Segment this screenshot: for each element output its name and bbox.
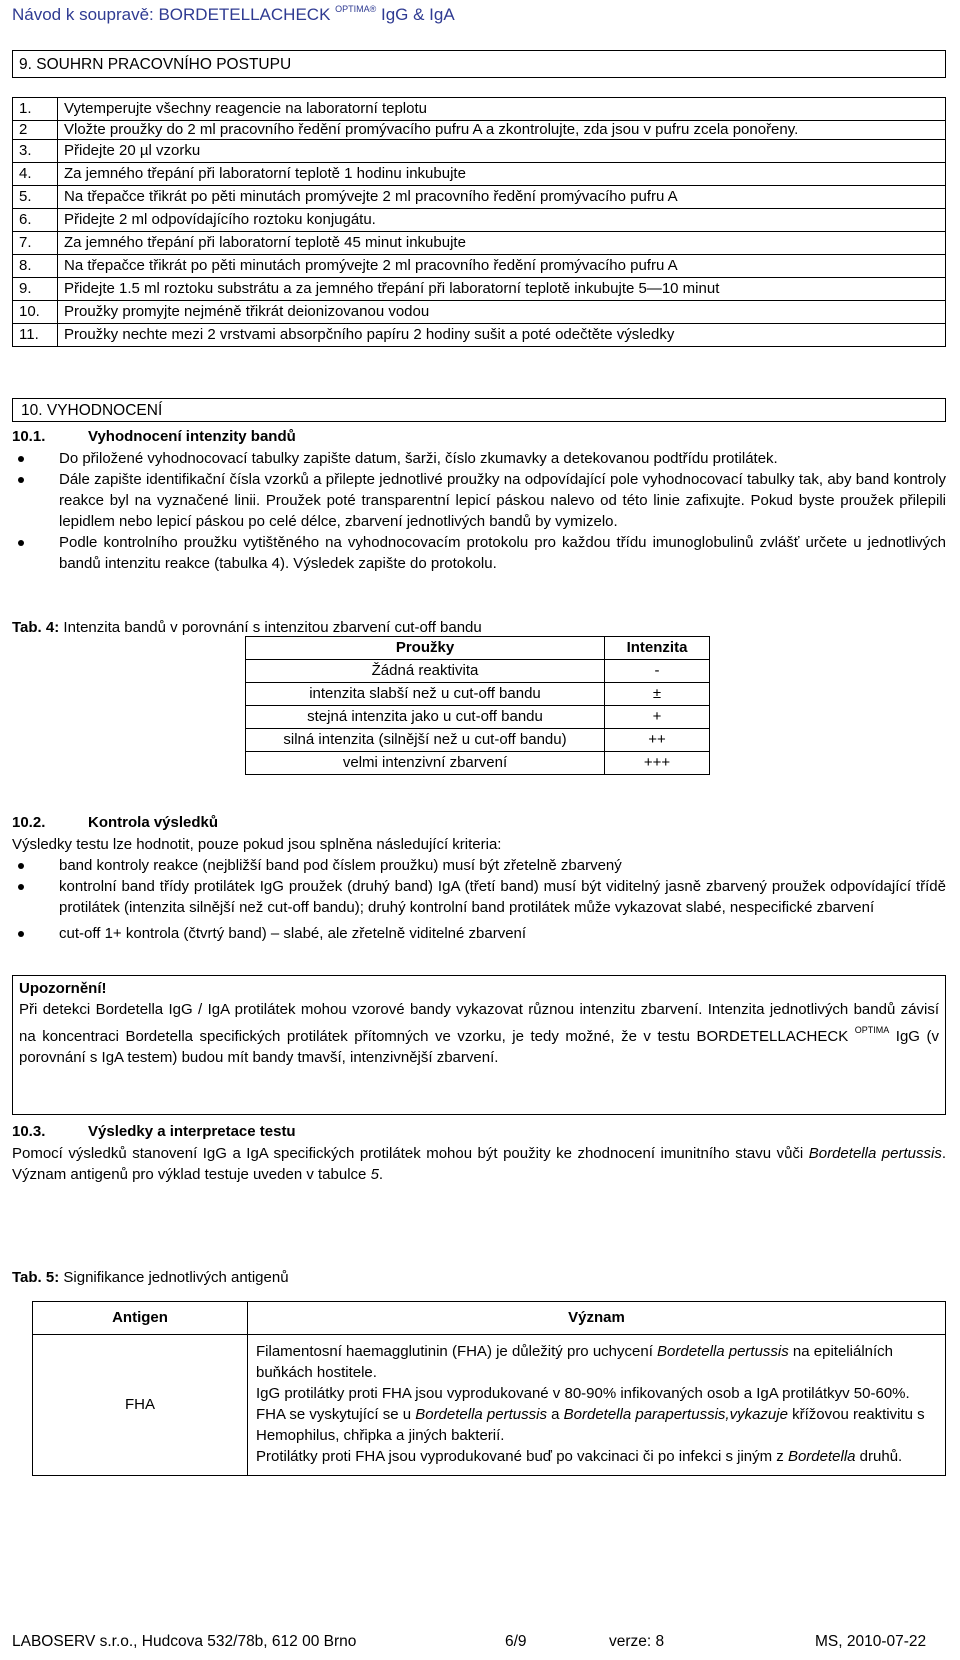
table-header: Význam bbox=[248, 1302, 946, 1335]
table-5-caption: Tab. 5: Signifikance jednotlivých antigenů bbox=[12, 1269, 289, 1286]
step-text: Vložte proužky do 2 ml pracovního ředění promývacího pufru A a zkontrolujte, zda jsou v pufru zcela ponořeny. bbox=[58, 121, 946, 140]
list-item: Do přiložené vyhodnocovací tabulky zapište datum, šarži, číslo zkumavky a detekovanou podtřídu protilátek. bbox=[12, 448, 946, 469]
step-text: Proužky nechte mezi 2 vrstvami absorpčního papíru 2 hodiny sušit a poté odečtěte výsledky bbox=[58, 324, 946, 347]
antigen-significance-table bbox=[32, 1301, 946, 1476]
table-header: Proužky bbox=[246, 637, 605, 660]
evaluation-bullets bbox=[12, 448, 946, 574]
table-row bbox=[13, 163, 946, 186]
step-number: 1. bbox=[13, 98, 58, 121]
subsection-10-2-heading: 10.2. Kontrola výsledků bbox=[12, 814, 219, 831]
significance-cell: Filamentosní haemagglutinin (FHA) je důležitý pro uchycení Bordetella pertussis na epiteliálních buňkách hostitele. IgG protilátky proti FHA jsou vyprodukované v 80-90% infikovaných osob a IgA protilátkyv 50-60%. FHA se vyskytující se u Bordetella pertussis a Bordetella parapertussis,vykazuje křížovou reaktivitu s Hemophilus, chřipka a jiných bakterií. Protilátky proti FHA jsou vyprodukované buď po vakcinaci či po infekci s jiným z Bordetella druhů. bbox=[248, 1335, 946, 1476]
results-control-bullets bbox=[12, 855, 946, 944]
step-number: 2 bbox=[13, 121, 58, 140]
table-row bbox=[246, 683, 710, 706]
table-row bbox=[246, 660, 710, 683]
bullet-icon bbox=[18, 540, 24, 546]
procedure-steps-table bbox=[12, 97, 946, 347]
intensity-cell: ++ bbox=[605, 729, 710, 752]
intensity-cell: +++ bbox=[605, 752, 710, 775]
step-text: Přidejte 20 µl vzorku bbox=[58, 140, 946, 163]
table-row bbox=[246, 706, 710, 729]
footer-company: LABOSERV s.r.o., Hudcova 532/78b, 612 00 Brno bbox=[12, 1633, 357, 1650]
step-text: Na třepačce třikrát po pěti minutách promývejte 2 ml pracovního ředění promývacího pufru A bbox=[58, 186, 946, 209]
list-item: band kontroly reakce (nejbližší band pod číslem proužku) musí být zřetelně zbarvený bbox=[12, 855, 946, 876]
step-text: Vytemperujte všechny reagencie na laboratorní teplotu bbox=[58, 98, 946, 121]
intensity-table bbox=[245, 636, 710, 775]
step-text: Proužky promyjte nejméně třikrát deionizovanou vodou bbox=[58, 301, 946, 324]
step-number: 11. bbox=[13, 324, 58, 347]
step-number: 8. bbox=[13, 255, 58, 278]
footer-page-number: 6/9 bbox=[505, 1633, 527, 1650]
list-item: Dále zapište identifikační čísla vzorků a přilepte jednotlivé proužky na odpovídající pole vyhodnocovací tabulky tak, aby band kontroly reakce byl na vyznačené linii. Proužek poté transparentní lepicí páskou nalevo od této linie zafixujte. Pokud byste proužek přilepili lepidlem nebo lepicí páskou po celé délce, zbarvení jednotlivých bandů by vymizelo. bbox=[12, 469, 946, 532]
step-text: Za jemného třepání při laboratorní teplotě 1 hodinu inkubujte bbox=[58, 163, 946, 186]
antigen-cell: FHA bbox=[33, 1335, 248, 1476]
step-number: 9. bbox=[13, 278, 58, 301]
bullet-icon bbox=[18, 863, 24, 869]
list-item: kontrolní band třídy protilátek IgG proužek (druhý band) IgA (třetí band) musí být viditelný jasně zbarvený proužek odpovídající třídě protilátek (intenzita silnější než cut-off bandu); druhý kontrolní band protilátek může vykazovat slabé, nespecifické zbarvení bbox=[12, 876, 946, 918]
footer-date: MS, 2010-07-22 bbox=[815, 1633, 927, 1650]
step-number: 3. bbox=[13, 140, 58, 163]
subsection-10-3-heading: 10.3. Výsledky a interpretace testu bbox=[12, 1123, 296, 1140]
step-number: 6. bbox=[13, 209, 58, 232]
interpretation-paragraph: Pomocí výsledků stanovení IgG a IgA specifických protilátek mohou být použity ke zhodnocení imunitního stavu vůči Bordetella pertussis. Význam antigenů pro výklad testuje uveden v tabulce 5. bbox=[12, 1145, 946, 1183]
step-text: Na třepačce třikrát po pěti minutách promývejte 2 ml pracovního ředění promývacího pufru A bbox=[58, 255, 946, 278]
table-row bbox=[13, 121, 946, 140]
section-9-title: 9. SOUHRN PRACOVNÍHO POSTUPU bbox=[12, 50, 946, 78]
section-10-title: 10. VYHODNOCENÍ bbox=[12, 398, 946, 422]
table-header: Intenzita bbox=[605, 637, 710, 660]
table-row bbox=[246, 729, 710, 752]
list-item: Podle kontrolního proužku vytištěného na vyhodnocovacím protokolu pro každou třídu imunoglobulinů zvlášť určete u jednotlivých bandů intenzitu reakce (tabulka 4). Výsledek zapište do protokolu. bbox=[12, 532, 946, 574]
document-header bbox=[12, 4, 455, 26]
subsection-10-1-heading: 10.1. Vyhodnocení intenzity bandů bbox=[12, 428, 296, 445]
warning-title: Upozornění! bbox=[19, 980, 107, 997]
warning-text: Při detekci Bordetella IgG / IgA protilátek mohou vzorové bandy vykazovat různou intenzitu zbarvení. Intenzita jednotlivých bandů závisí na koncentraci Bordetella specifických protilátek přítomných ve vzorku, je tedy možné, že v testu BORDETELLACHECK $^{OPTIMA}$ IgG (v porovnání s IgA testem) budou mít bandy tmavší, intenzivnější zbarvení. bbox=[19, 1001, 939, 1066]
intensity-cell: + bbox=[605, 706, 710, 729]
strip-description-cell: stejná intenzita jako u cut-off bandu bbox=[246, 706, 605, 729]
table-header: Antigen bbox=[33, 1302, 248, 1335]
table-4-caption: Tab. 4: Intenzita bandů v porovnání s intenzitou zbarvení cut-off bandu bbox=[12, 619, 482, 636]
document-page bbox=[12, 0, 946, 1660]
table-row bbox=[13, 209, 946, 232]
header-trademark: OPTIMA® bbox=[335, 4, 377, 14]
table-row bbox=[13, 324, 946, 347]
step-number: 5. bbox=[13, 186, 58, 209]
step-text: Přidejte 2 ml odpovídajícího roztoku konjugátu. bbox=[58, 209, 946, 232]
bullet-icon bbox=[18, 477, 24, 483]
table-row bbox=[246, 752, 710, 775]
footer-version: verze: 8 bbox=[609, 1633, 665, 1650]
table-row bbox=[13, 232, 946, 255]
intensity-cell: - bbox=[605, 660, 710, 683]
step-text: Za jemného třepání při laboratorní teplotě 45 minut inkubujte bbox=[58, 232, 946, 255]
table-row bbox=[13, 186, 946, 209]
list-item: cut-off 1+ kontrola (čtvrtý band) – slabé, ale zřetelně viditelné zbarvení bbox=[12, 923, 946, 944]
table-row bbox=[13, 278, 946, 301]
intensity-cell: ± bbox=[605, 683, 710, 706]
header-suffix: IgG & IgA bbox=[376, 5, 455, 24]
strip-description-cell: intenzita slabší než u cut-off bandu bbox=[246, 683, 605, 706]
table-row bbox=[13, 140, 946, 163]
bullet-icon bbox=[18, 456, 24, 462]
results-control-intro: Výsledky testu lze hodnotit, pouze pokud jsou splněna následující kriteria: bbox=[12, 836, 502, 853]
table-row bbox=[13, 255, 946, 278]
step-text: Přidejte 1.5 ml roztoku substrátu a za jemného třepání při laboratorní teplotě inkubujte 5—10 minut bbox=[58, 278, 946, 301]
strip-description-cell: silná intenzita (silnější než u cut-off bandu) bbox=[246, 729, 605, 752]
header-title: Návod k soupravě: BORDETELLACHECK bbox=[12, 5, 336, 24]
warning-box bbox=[12, 975, 946, 1115]
strip-description-cell: Žádná reaktivita bbox=[246, 660, 605, 683]
step-number: 4. bbox=[13, 163, 58, 186]
strip-description-cell: velmi intenzivní zbarvení bbox=[246, 752, 605, 775]
table-row bbox=[33, 1335, 946, 1476]
step-number: 10. bbox=[13, 301, 58, 324]
step-number: 7. bbox=[13, 232, 58, 255]
bullet-icon bbox=[18, 931, 24, 937]
table-row bbox=[13, 301, 946, 324]
table-row bbox=[13, 98, 946, 121]
bullet-icon bbox=[18, 884, 24, 890]
